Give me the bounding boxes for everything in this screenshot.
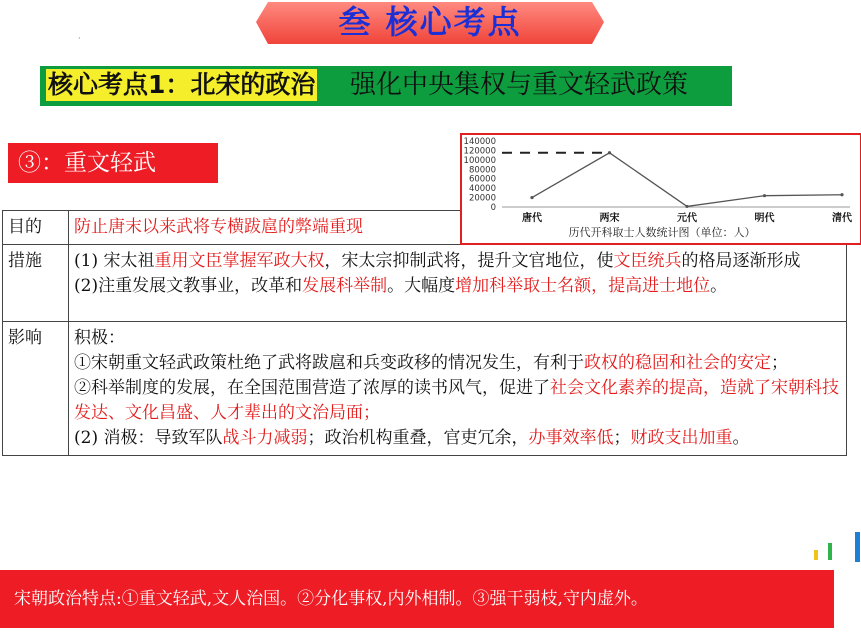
text: ； — [771, 353, 788, 373]
y-tick-label: 80000 — [468, 165, 496, 176]
y-tick-label: 100000 — [463, 155, 496, 166]
text: 的格局逐渐形成 — [681, 251, 801, 271]
row-label-measures: 措施 — [3, 245, 69, 322]
x-tick-label: 清代 — [832, 213, 852, 224]
measure-2 — [74, 274, 841, 299]
section-label: ③：重文轻武 — [18, 150, 156, 176]
summary-bar — [0, 570, 834, 628]
decorative-dot: · — [78, 34, 81, 43]
text: ； — [613, 428, 631, 448]
decor-bar-yellow — [814, 550, 818, 560]
highlight: 社会文化素养的提高，造就了宋朝科技发达、文化昌盛、人才辈出的文治局面； — [74, 378, 839, 423]
y-tick-label: 120000 — [463, 146, 496, 157]
x-tick-label: 明代 — [754, 213, 775, 224]
y-tick-label: 140000 — [463, 137, 496, 147]
impact-negative — [74, 426, 841, 451]
summary-text: 宋朝政治特点:①重文轻武,文人治国。②分化事权,内外相制。③强干弱枝,守内虚外。 — [14, 589, 648, 609]
impact-point-1 — [74, 351, 841, 376]
decor-bar-green — [828, 543, 832, 560]
row-label-impact: 影响 — [3, 322, 69, 456]
highlight: 政权的稳固和社会的安定 — [584, 353, 771, 373]
banner-title: 叁 核心考点 — [338, 3, 522, 41]
text: (2)注重发展文教事业，改革和 — [74, 276, 303, 296]
impact-cell — [69, 322, 847, 456]
text: (1) 宋太祖 — [74, 251, 155, 271]
impact-point-2 — [74, 376, 841, 426]
highlight: 发展科举制 — [302, 276, 388, 296]
highlight: 增加科举取士名额，提高进士地位 — [455, 276, 711, 296]
text: (2) 消极：导致军队 — [74, 428, 223, 448]
keju-chart — [460, 133, 861, 245]
decor-bar-blue — [855, 532, 860, 562]
subheader-topic: 核心考点1：北宋的政治 — [48, 70, 316, 99]
section-label-box — [8, 143, 218, 183]
y-tick-label: 60000 — [468, 174, 496, 185]
measures-cell — [69, 245, 847, 322]
text: 。 — [732, 428, 750, 448]
data-point — [530, 196, 533, 199]
y-tick-label: 20000 — [468, 193, 496, 204]
text: ；政治机构重叠，官吏冗余， — [307, 428, 529, 448]
table-row-impact — [3, 322, 847, 456]
title-banner — [254, 0, 606, 48]
measure-1 — [74, 249, 841, 274]
highlight: 财政支出加重 — [630, 428, 733, 448]
subheader-subtitle: 强化中央集权与重文轻武政策 — [350, 70, 689, 100]
subheader-bar — [40, 66, 732, 106]
table-row-measures — [3, 245, 847, 322]
text: 。大幅度 — [387, 276, 456, 296]
row-label-purpose: 目的 — [3, 211, 69, 245]
x-tick-label: 唐代 — [522, 213, 542, 224]
highlight: 文臣统兵 — [613, 251, 682, 271]
highlight: 战斗力减弱 — [222, 428, 308, 448]
x-tick-label: 两宋 — [599, 213, 620, 224]
series-line — [532, 153, 842, 207]
highlight: 办事效率低 — [528, 428, 614, 448]
purpose-text: 防止唐末以来武将专横跋扈的弊端重现 — [69, 211, 847, 245]
data-point — [840, 193, 843, 196]
x-tick-label: 元代 — [677, 213, 697, 224]
data-point — [763, 194, 766, 197]
y-tick-label: 40000 — [468, 184, 496, 195]
data-point — [685, 205, 688, 208]
data-point — [608, 151, 611, 154]
y-tick-label: 0 — [490, 203, 496, 213]
impact-positive-heading: 积极： — [74, 328, 125, 348]
text: 。 — [710, 276, 728, 296]
text: ①宋朝重文轻武政策杜绝了武将跋扈和兵变政移的情况发生，有利于 — [74, 353, 584, 373]
text: ，宋太宗抑制武将，提升文官地位，使 — [324, 251, 614, 271]
text: ②科举制度的发展，在全国范围营造了浓厚的读书风气，促进了 — [74, 378, 550, 398]
chart-caption: 历代开科取士人数统计图（单位：人） — [568, 226, 756, 239]
highlight: 重用文臣掌握军政大权 — [154, 251, 325, 271]
chart-svg — [462, 135, 860, 243]
